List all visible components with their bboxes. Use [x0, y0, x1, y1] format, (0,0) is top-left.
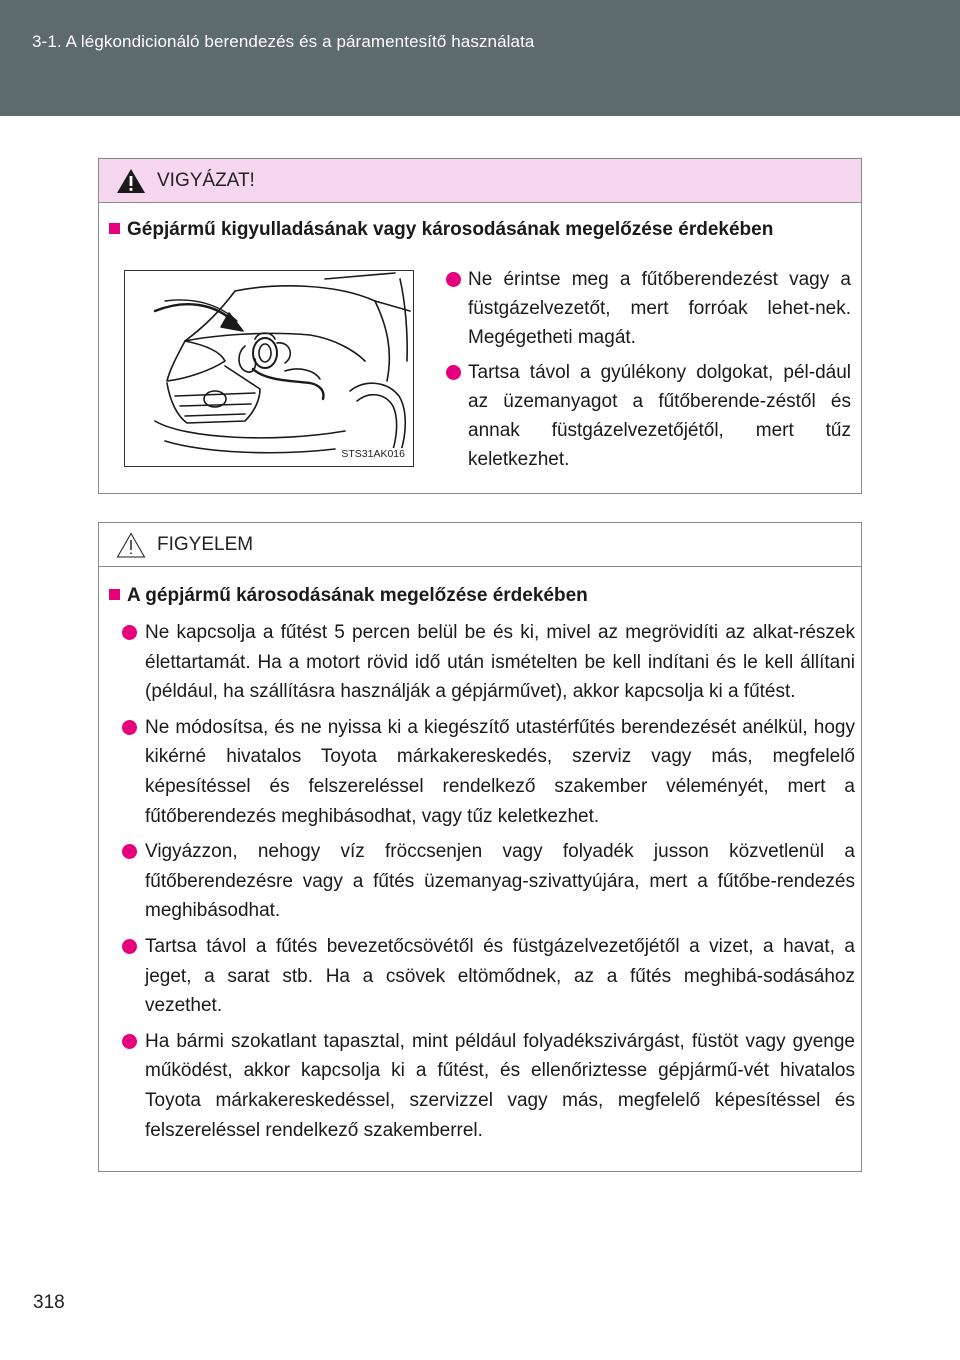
bullet-dot-icon — [122, 625, 137, 640]
bullet-dot-icon — [446, 365, 461, 380]
notice-box — [98, 522, 862, 1172]
warning-bullet-list — [446, 265, 851, 480]
square-bullet-icon — [109, 589, 120, 600]
heater-illustration — [124, 270, 414, 467]
warning-triangle-icon — [116, 168, 146, 194]
page-header — [0, 0, 960, 116]
list-item — [122, 837, 855, 926]
list-item — [446, 265, 851, 352]
list-item-text: Vigyázzon, nehogy víz fröccsenjen vagy folyadék jusson közvetlenül a fűtőberendezésre vagy a fűtés üzemanyag-szivattyújára, mert a fűtőbe-rendezés meghibásodhat. — [145, 841, 855, 922]
bullet-dot-icon — [446, 272, 461, 287]
notice-header — [99, 523, 861, 567]
list-item — [446, 358, 851, 474]
bullet-dot-icon — [122, 844, 137, 859]
warning-box — [98, 158, 862, 494]
warning-label: VIGYÁZAT! — [157, 170, 255, 191]
list-item-text: Ne módosítsa, és ne nyissa ki a kiegészítő utastérfűtés berendezését anélkül, hogy kikérné hivatalos Toyota márkakereskedés, szerviz vagy más, megfelelő képesítéssel és felszereléssel rendelkező szakember véleményét, mert a fűtőberendezés meghibásodhat, vagy tűz keletkezhet. — [145, 716, 855, 827]
list-item-text: Ne érintse meg a fűtőberendezést vagy a füstgázelvezetőt, mert forróak lehet-nek. Megégetheti magát. — [468, 269, 851, 348]
notice-label: FIGYELEM — [157, 534, 254, 555]
notice-subtitle — [109, 585, 588, 607]
notice-bullet-list — [122, 618, 855, 1151]
list-item — [122, 713, 855, 831]
illustration-code: STS31AK016 — [341, 448, 405, 460]
notice-subtitle-text: A gépjármű károsodásának megelőzése érdekében — [127, 585, 588, 606]
warning-subtitle-text: Gépjármű kigyulladásának vagy károsodásának megelőzése érdekében — [127, 219, 774, 240]
list-item-text: Tartsa távol a gyúlékony dolgokat, pél-dául az üzemanyagot a fűtőberende-zéstől és annak füstgázelvezetőjétől, mert tűz keletkezhet. — [468, 362, 851, 470]
list-item-text: Ne kapcsolja a fűtést 5 percen belül be és ki, mivel az megrövidíti az alkat-részek élettartamát. Ha a motort rövid idő után ismételten be kell indítani és le kell állítani (például, ha szállításra használják a gépjárművet), akkor kapcsolja ki a fűtést. — [145, 622, 855, 703]
list-item — [122, 1027, 855, 1145]
page-number: 318 — [33, 1292, 65, 1313]
warning-header — [99, 159, 861, 203]
list-item — [122, 932, 855, 1021]
caution-triangle-outline-icon — [116, 532, 146, 558]
list-item-text: Ha bármi szokatlant tapasztal, mint például folyadékszivárgást, füstöt vagy gyenge működést, akkor kapcsolja ki a fűtést, és ellenőriztesse gépjármű-vét hivatalos Toyota márkakereskedéssel, szervizzel vagy más, megfelelő képesítéssel és felszereléssel rendelkező szakemberrel. — [145, 1030, 855, 1141]
bullet-dot-icon — [122, 1034, 137, 1049]
bullet-dot-icon — [122, 720, 137, 735]
list-item — [122, 618, 855, 707]
section-title: 3-1. A légkondicionáló berendezés és a páramentesítő használata — [32, 32, 535, 51]
warning-subtitle — [109, 219, 773, 241]
list-item-text: Tartsa távol a fűtés bevezetőcsövétől és füstgázelvezetőjétől a vizet, a havat, a jeget, a sarat stb. Ha a csövek eltömődnek, az a fűtés meghibá-sodásához vezethet. — [145, 935, 855, 1017]
bullet-dot-icon — [122, 939, 137, 954]
square-bullet-icon — [109, 223, 120, 234]
car-front-heater-icon — [125, 271, 413, 466]
